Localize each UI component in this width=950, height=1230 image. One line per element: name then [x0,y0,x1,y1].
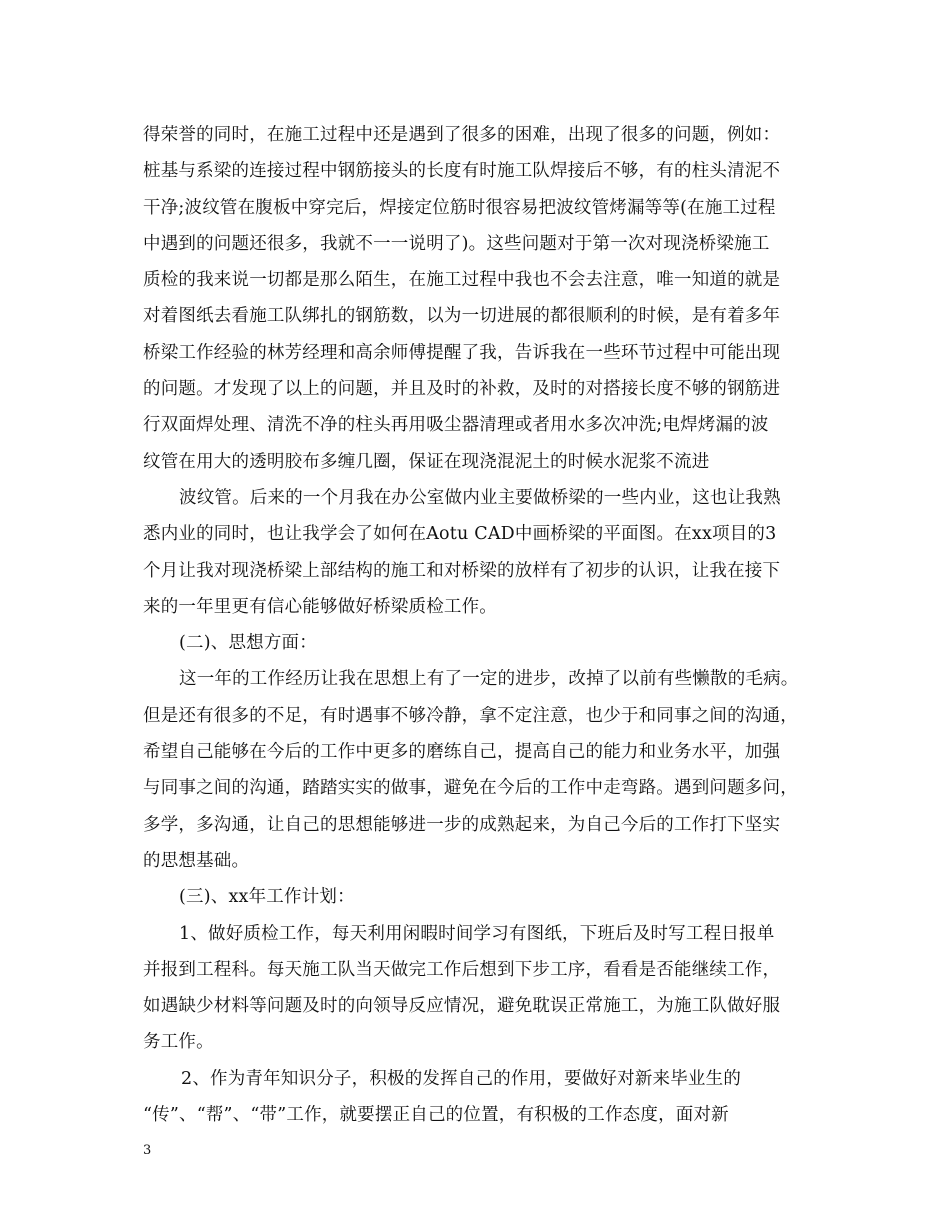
document-body [143,117,823,1133]
text-line: 的问题。才发现了以上的问题，并且及时的补救，及时的对搭接长度不够的钢筋进 [143,379,781,400]
text-line: 如遇缺少材料等问题及时的向领导反应情况，避免耽误正常施工，为施工队做好服 [143,996,781,1017]
text-line: 的思想基础。 [143,850,250,871]
text-line: 行双面焊处理、清洗不净的柱头再用吸尘器清理或者用水多次冲洗;电焊烤漏的波 [143,415,769,436]
section-heading: (三)、xx年工作计划： [179,887,355,908]
text-line: 这一年的工作经历让我在思想上有了一定的进步，改掉了以前有些懒散的毛病。 [179,669,799,690]
page-number: 3 [143,1143,152,1158]
text-line: 个月让我对现浇桥梁上部结构的施工和对桥梁的放样有了初步的认识，让我在接下 [143,560,781,581]
text-line: 悉内业的同时，也让我学会了如何在Aotu CAD中画桥梁的平面图。在xx项目的3 [143,524,777,545]
text-line: 但是还有很多的不足，有时遇事不够冷静，拿不定注意，也少于和同事之间的沟通， [143,705,798,726]
text-line: 1、做好质检工作，每天利用闲暇时间学习有图纸，下班后及时写工程日报单 [179,923,775,944]
text-line: “传”、“帮”、“带”工作，就要摆正自己的位置，有积极的工作态度，面对新 [143,1105,729,1126]
section-heading: (二)、思想方面： [179,633,317,654]
text-line: 质检的我来说一切都是那么陌生，在施工过程中我也不会去注意，唯一知道的就是 [143,270,781,291]
text-line: 桩基与系梁的连接过程中钢筋接头的长度有时施工队焊接后不够，有的柱头清泥不 [143,161,781,182]
text-line: 干净;波纹管在腹板中穿完后，焊接定位筋时很容易把波纹管烤漏等等(在施工过程 [143,197,776,218]
text-line: 来的一年里更有信心能够做好桥梁质检工作。 [143,596,497,617]
text-line: 2、作为青年知识分子，积极的发挥自己的作用，要做好对新来毕业生的 [181,1068,742,1089]
text-line: 桥梁工作经验的林芳经理和高余师傅提醒了我，告诉我在一些环节过程中可能出现 [143,342,781,363]
text-line: 希望自己能够在今后的工作中更多的磨练自己，提高自己的能力和业务水平，加强 [143,742,781,763]
text-line: 多学，多沟通，让自己的思想能够进一步的成熟起来，为自己今后的工作打下坚实 [143,814,781,835]
text-line: 并报到工程科。每天施工队当天做完工作后想到下步工序，看看是否能继续工作， [143,959,781,980]
text-line: 对着图纸去看施工队绑扎的钢筋数，以为一切进展的都很顺利的时候，是有着多年 [143,306,781,327]
text-line: 中遇到的问题还很多，我就不一一说明了)。这些问题对于第一次对现浇桥梁施工 [143,233,770,254]
text-line: 务工作。 [143,1032,214,1053]
text-line: 纹管在用大的透明胶布多缠几圈，保证在现浇混泥土的时候水泥浆不流进 [143,451,710,472]
text-line: 与同事之间的沟通，踏踏实实的做事，避免在今后的工作中走弯路。遇到问题多问， [143,778,798,799]
text-line: 波纹管。后来的一个月我在办公室做内业主要做桥梁的一些内业，这也让我熟 [179,487,781,508]
text-line: 得荣誉的同时，在施工过程中还是遇到了很多的困难，出现了很多的问题，例如： [143,125,781,145]
